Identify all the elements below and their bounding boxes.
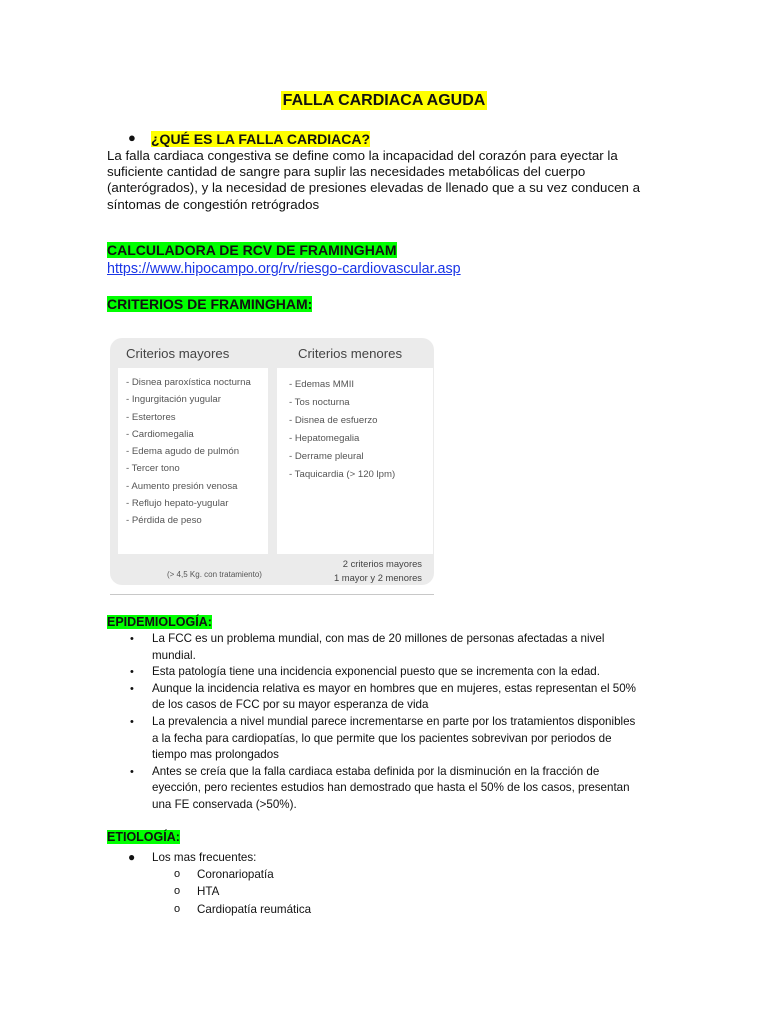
bullet-icon: • (130, 666, 134, 679)
list-item (107, 631, 667, 664)
etiology-sub-item: Cardiopatía reumática (197, 903, 312, 916)
divider (110, 594, 434, 595)
question-heading: ¿QUÉ ES LA FALLA CARDIACA? (151, 131, 371, 147)
list-item: - Tercer tono (126, 463, 180, 475)
framingham-criteria-table (110, 338, 434, 585)
list-item (107, 764, 667, 814)
epidemiology-heading: EPIDEMIOLOGÍA: (107, 615, 212, 629)
document-title (0, 92, 768, 110)
etiology-heading: ETIOLOGÍA: (107, 830, 180, 844)
menores-column (277, 368, 433, 554)
list-item: - Taquicardia (> 120 lpm) (289, 469, 396, 480)
list-item-line: a la fecha para cardiopatías, lo que permite que los pacientes sobrevivan por periodos de (152, 731, 612, 745)
menores-list (289, 376, 395, 484)
list-item: - Disnea paroxística nocturna (126, 377, 251, 388)
criteria-summary-line: 1 mayor y 2 menores (333, 572, 422, 583)
list-item-line: una FE conservada (>50%). (152, 797, 297, 811)
list-item-line: La prevalencia a nivel mundial parece incrementarse en parte por los tratamientos disponibles (152, 714, 636, 728)
calculator-link[interactable]: https://www.hipocampo.org/rv/riesgo-cardiovascular.asp (107, 261, 461, 277)
list-item (107, 681, 667, 714)
intro-line: (anterógrados), y la necesidad de presiones elevadas de llenado que a su vez conducen a (107, 180, 640, 196)
list-item: - Hepatomegalia (289, 433, 360, 444)
list-item-line: La FCC es un problema mundial, con mas de 20 millones de personas afectadas a nivel (152, 632, 605, 645)
list-item-line: Aunque la incidencia relativa es mayor en hombres que en mujeres, estas representan el 50% (152, 681, 636, 695)
mayores-column (118, 368, 268, 579)
bullet-icon: • (130, 633, 134, 645)
list-item: - Estertores (126, 411, 176, 423)
list-item: - Edema agudo de pulmón (126, 446, 240, 458)
list-item-line: Antes se creía que la falla cardiaca estaba definida por la disminución en la fracción de (152, 764, 600, 778)
etiology-sub-item: HTA (197, 885, 220, 898)
bullet-icon: • (130, 682, 134, 695)
document-title-text: FALLA CARDIACA AGUDA (282, 92, 486, 109)
question-bullet-icon: ● (128, 130, 136, 145)
mayores-column-title: Criterios mayores (126, 346, 230, 361)
list-item: - Disnea de esfuerzo (289, 415, 378, 426)
mayores-list (126, 374, 251, 530)
criteria-summary-line: 2 criterios mayores (342, 558, 422, 569)
bullet-icon: • (130, 715, 134, 728)
list-item-line: Esta patología tiene una incidencia exponencial puesto que se incrementa con la edad. (152, 665, 600, 679)
list-item-line: eyección, pero recientes estudios han demostrado que hasta el 50% de los casos, presentan (152, 781, 630, 795)
bullet-icon: • (130, 765, 134, 778)
sub-bullet-icon: o (174, 885, 181, 897)
list-item (107, 714, 667, 764)
etiology-sub-item: Coronariopatía (197, 868, 274, 881)
criteria-heading: CRITERIOS DE FRAMINGHAM: (107, 296, 313, 312)
intro-paragraph (107, 148, 647, 213)
intro-line: suficiente cantidad de sangre para suplir las necesidades metabólicas del cuerpo (107, 164, 586, 180)
intro-line: síntomas de congestión retrógrados (107, 196, 320, 212)
sub-bullet-icon: o (174, 868, 181, 880)
calculator-heading: CALCULADORA DE RCV DE FRAMINGHAM (107, 242, 397, 258)
list-item: - Edemas MMII (289, 379, 355, 390)
list-item: - Reflujo hepato-yugular (126, 498, 229, 510)
list-item-line: tiempo mas prolongados (152, 748, 279, 762)
list-item: - Cardiomegalia (126, 428, 194, 440)
bullet-icon: ● (128, 850, 136, 864)
list-item: - Aumento presión venosa (126, 480, 238, 492)
etiology-main-item: Los mas frecuentes: (152, 851, 257, 864)
epidemiology-list (107, 631, 667, 814)
list-item: - Derrame pleural (289, 451, 364, 462)
list-item: - Pérdida de peso (126, 515, 202, 527)
menores-column-title: Criterios menores (298, 346, 403, 361)
intro-line: La falla cardiaca congestiva se define como la incapacidad del corazón para eyectar la (107, 148, 618, 163)
list-item: - Tos nocturna (289, 397, 350, 408)
list-item (107, 664, 667, 681)
mayores-note: (> 4,5 Kg. con tratamiento) (167, 570, 262, 579)
list-item-line: mundial. (152, 648, 196, 662)
sub-bullet-icon: o (174, 903, 181, 915)
list-item: - Ingurgitación yugular (126, 394, 221, 406)
list-item-line: de los casos de FCC por su mayor esperanza de vida (152, 698, 429, 712)
